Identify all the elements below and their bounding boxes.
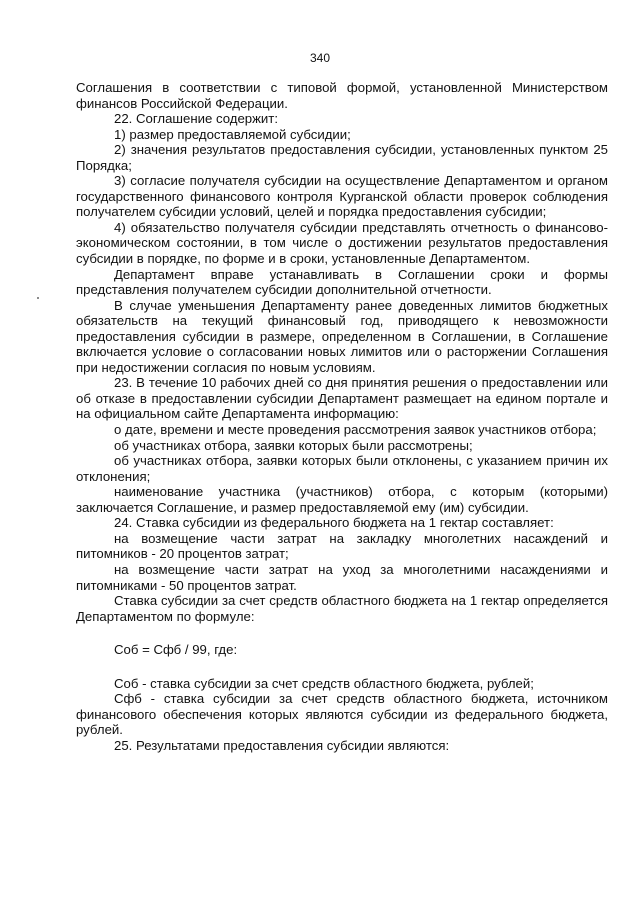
page-number: 340 [309, 51, 331, 65]
paragraph-info-rejected: об участниках отбора, заявки которых были отклонены, с указанием причин их отклонения; [76, 453, 608, 484]
formula: Соб = Сфб / 99, где: [114, 642, 238, 658]
paragraph-item-23: 23. В течение 10 рабочих дней со дня принятия решения о предоставлении или об отказе в предоставлении субсидии Департамент размещает на едином портале и на официальном сайте Департамента информацию: [76, 375, 608, 422]
paragraph-info-date: о дате, времени и месте проведения рассмотрения заявок участников отбора; [114, 422, 597, 438]
paragraph-rate-care: на возмещение части затрат на уход за многолетними насаждениями и питомниками - 50 процентов затрат. [76, 561, 608, 593]
paragraph-continuation: Соглашения в соответствии с типовой формой, установленной Министерством финансов Российской Федерации. [76, 80, 608, 111]
paragraph-item-24: 24. Ставка субсидии из федерального бюджета на 1 гектар составляет: [114, 515, 554, 531]
paragraph-def-sob: Соб - ставка субсидии за счет средств областного бюджета, рублей; [114, 675, 534, 691]
paragraph-item-22: 22. Соглашение содержит: [114, 111, 279, 127]
paragraph-additional-reporting: Департамент вправе устанавливать в Соглашении сроки и формы представления получателем субсидии дополнительной отчетности. [76, 266, 608, 298]
paragraph-info-winner: наименование участника (участников) отбора, с которым (которыми) заключается Соглашение, и размер предоставляемой ему (им) субсидии. [76, 484, 608, 515]
paragraph-info-considered: об участниках отбора, заявки которых были рассмотрены; [114, 437, 473, 453]
paragraph-subitem-3: 3) согласие получателя субсидии на осуществление Департаментом и органом государственного финансового контроля Курганской области проверок соблюдения получателем субсидии условий, целей и порядка предоставления субсидии; [76, 173, 608, 220]
document-body [76, 80, 608, 753]
paragraph-subitem-2: 2) значения результатов предоставления субсидии, установленных пунктом 25 Порядка; [76, 142, 608, 173]
paragraph-subitem-4: 4) обязательство получателя субсидии представлять отчетность о финансово-экономическом состоянии, в том числе о достижении результатов предоставления субсидии в порядке, по форме и в сроки, установленные Департаментом. [76, 219, 608, 267]
paragraph-subitem-1: 1) размер предоставляемой субсидии; [114, 126, 351, 142]
paragraph-limits-reduction: В случае уменьшения Департаменту ранее доведенных лимитов бюджетных обязательств на текущий финансовый год, приводящего к невозможности предоставления субсидии в размере, определенном в Соглашении, в Соглашение включается условие о согласовании новых лимитов или о расторжении Соглашения при недостижении согласия по новым условиям. [76, 297, 608, 375]
scan-speck [37, 297, 39, 299]
paragraph-def-sfb: Сфб - ставка субсидии за счет средств областного бюджета, источником финансового обеспечения которых являются субсидии из федерального бюджета, рублей. [76, 691, 608, 738]
paragraph-regional-rate: Ставка субсидии за счет средств областного бюджета на 1 гектар определяется Департаментом по формуле: [76, 593, 608, 624]
paragraph-item-25: 25. Результатами предоставления субсидии являются: [114, 737, 450, 753]
paragraph-rate-planting: на возмещение части затрат на закладку многолетних насаждений и питомников - 20 процентов затрат; [76, 530, 608, 562]
